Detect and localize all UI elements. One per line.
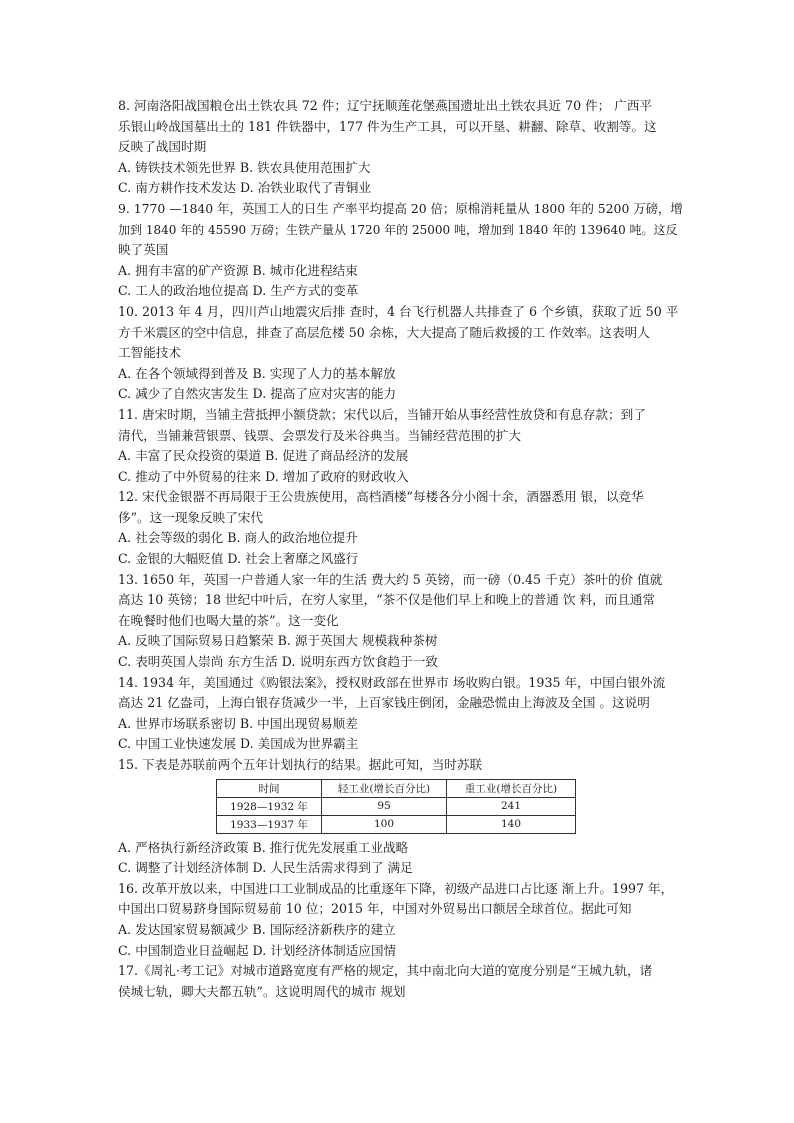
question-15 — [118, 755, 684, 879]
answer-options: C. 工人的政治地位提高 D. 生产方式的变革 — [118, 283, 359, 299]
answer-options: A. 严格执行新经济政策 B. 推行优先发展重工业战略 — [118, 839, 409, 855]
question-8 — [118, 96, 684, 199]
question-text: 反映了战国时期 — [118, 139, 207, 155]
answer-options: C. 南方耕作技术发达 D. 冶铁业取代了青铜业 — [118, 180, 371, 196]
answer-options: A. 丰富了民众投资的渠道 B. 促进了商品经济的发展 — [118, 448, 409, 464]
question-text: 17.《周礼·考工记》对城市道路宽度有严格的规定，其中南北向大道的宽度分别是“王城九轨，诸 — [118, 963, 653, 979]
table-cell: 95 — [322, 797, 447, 815]
results-table — [216, 779, 576, 834]
question-text: 中国出口贸易跻身国际贸易前 10 位；2015 年，中国对外贸易出口额居全球首位。据此可知 — [118, 901, 632, 917]
question-text: 15. 下表是苏联前两个五年计划执行的结果。据此可知，当时苏联 — [118, 757, 483, 772]
question-text: 高达 21 亿盎司，上海白银存货减少一半，上百家钱庄倒闭，金融恐慌由上海波及全国 。这说明 — [118, 695, 650, 711]
question-text: 13. 1650 年，英国一户普通人家一年的生活 费大约 5 英镑，而一磅（0.45 千克）茶叶的价 值就 — [118, 571, 663, 587]
answer-options: C. 金银的大幅贬值 D. 社会上奢靡之风盛行 — [118, 551, 359, 567]
answer-options: C. 中国制造业日益崛起 D. 计划经济体制适应国情 — [118, 942, 397, 958]
table-header-cell: 重工业(增长百分比) — [447, 779, 576, 797]
exam-page — [118, 96, 684, 1002]
question-16 — [118, 879, 684, 961]
answer-options: C. 表明英国人崇尚 东方生活 D. 说明东西方饮食趋于一致 — [118, 654, 438, 670]
answer-options: A. 发达国家贸易额减少 B. 国际经济新秩序的建立 — [118, 921, 396, 937]
table-cell: 100 — [322, 815, 447, 833]
answer-options: A. 在各个领域得到普及 B. 实现了人力的基本解放 — [118, 365, 396, 381]
question-text: 清代，当铺兼营银票、钱票、会票发行及米谷典当。当铺经营范围的扩大 — [118, 427, 521, 443]
question-text: 8. 河南洛阳战国粮仓出土铁农具 72 件；辽宁抚顺莲花堡燕国遗址出土铁农具近 70 件； 广西平 — [118, 98, 653, 113]
table-header-row — [217, 779, 576, 797]
question-17 — [118, 961, 684, 1002]
table-row — [217, 797, 576, 815]
question-10 — [118, 302, 684, 405]
question-14 — [118, 673, 684, 755]
answer-options: C. 调整了计划经济体制 D. 人民生活需求得到了 满足 — [118, 860, 413, 876]
question-text: 9. 1770 —1840 年，英国工人的日生 产率平均提高 20 倍；原棉消耗量从 1800 年的 5200 万磅，增 — [118, 200, 683, 216]
answer-options: C. 推动了中外贸易的往来 D. 增加了政府的财政收入 — [118, 468, 409, 484]
question-text: 工智能技术 — [118, 345, 181, 361]
table-header-cell: 时间 — [217, 779, 322, 797]
question-text: 乐银山岭战国墓出土的 181 件铁器中，177 件为生产工具，可以开垦、耕翻、除草、收割等。这 — [118, 118, 657, 134]
question-text: 12. 宋代金银器不再局限于王公贵族使用，高档酒楼“每楼各分小阁十余，酒器悉用 银，以竞华 — [118, 489, 644, 505]
table-cell: 241 — [447, 797, 576, 815]
question-text: 在晚餐时他们也喝大量的茶”。这一变化 — [118, 612, 339, 628]
question-text: 16. 改革开放以来，中国进口工业制成品的比重逐年下降，初级产品进口占比逐 渐上升。1997 年， — [118, 880, 674, 896]
question-text: 11. 唐宋时期，当铺主营抵押小额贷款；宋代以后，当铺开始从事经营性放贷和有息存款；到了 — [118, 406, 646, 422]
question-9 — [118, 199, 684, 302]
question-13 — [118, 570, 684, 673]
table-row — [217, 815, 576, 833]
question-text: 10. 2013 年 4 月，四川芦山地震灾后排 查时，4 台飞行机器人共排查了 6 个乡镇，获取了近 50 平 — [118, 303, 679, 319]
table-cell: 1933—1937 年 — [217, 815, 322, 833]
answer-options: C. 中国工业快速发展 D. 美国成为世界霸主 — [118, 736, 359, 752]
question-12 — [118, 487, 684, 569]
table-cell: 1928—1932 年 — [217, 797, 322, 815]
question-text: 14. 1934 年，美国通过《购银法案》，授权财政部在世界市 场收购白银。1935 年，中国白银外流 — [118, 674, 666, 690]
question-text: 方千米震区的空中信息，排查了高层危楼 50 余栋，大大提高了随后救援的工 作效率。这表明人 — [118, 324, 650, 340]
table-header-cell: 轻工业(增长百分比) — [322, 779, 447, 797]
table-cell: 140 — [447, 815, 576, 833]
question-text: 侯城七轨，卿大夫都五轨”。这说明周代的城市 规划 — [118, 983, 406, 999]
question-text: 侈”。这一现象反映了宋代 — [118, 509, 263, 525]
answer-options: A. 反映了国际贸易日趋繁荣 B. 源于英国大 规模栽种茶树 — [118, 633, 438, 649]
question-text: 映了英国 — [118, 242, 169, 258]
answer-options: A. 社会等级的弱化 B. 商人的政治地位提升 — [118, 530, 358, 546]
question-text: 高达 10 英镑；18 世纪中叶后，在穷人家里，“茶不仅是他们早上和晚上的普通 饮 料，而且通常 — [118, 592, 656, 608]
answer-options: C. 减少了自然灾害发生 D. 提高了应对灾害的能力 — [118, 386, 397, 402]
answer-options: A. 世界市场联系密切 B. 中国出现贸易顺差 — [118, 715, 358, 731]
question-11 — [118, 405, 684, 487]
answer-options: A. 拥有丰富的矿产资源 B. 城市化进程结束 — [118, 262, 358, 278]
answer-options: A. 铸铁技术领先世界 B. 铁农具使用范围扩大 — [118, 159, 371, 175]
question-text: 加到 1840 年的 45590 万磅；生铁产量从 1720 年的 25000 吨，增加到 1840 年的 139640 吨。这反 — [118, 222, 678, 237]
